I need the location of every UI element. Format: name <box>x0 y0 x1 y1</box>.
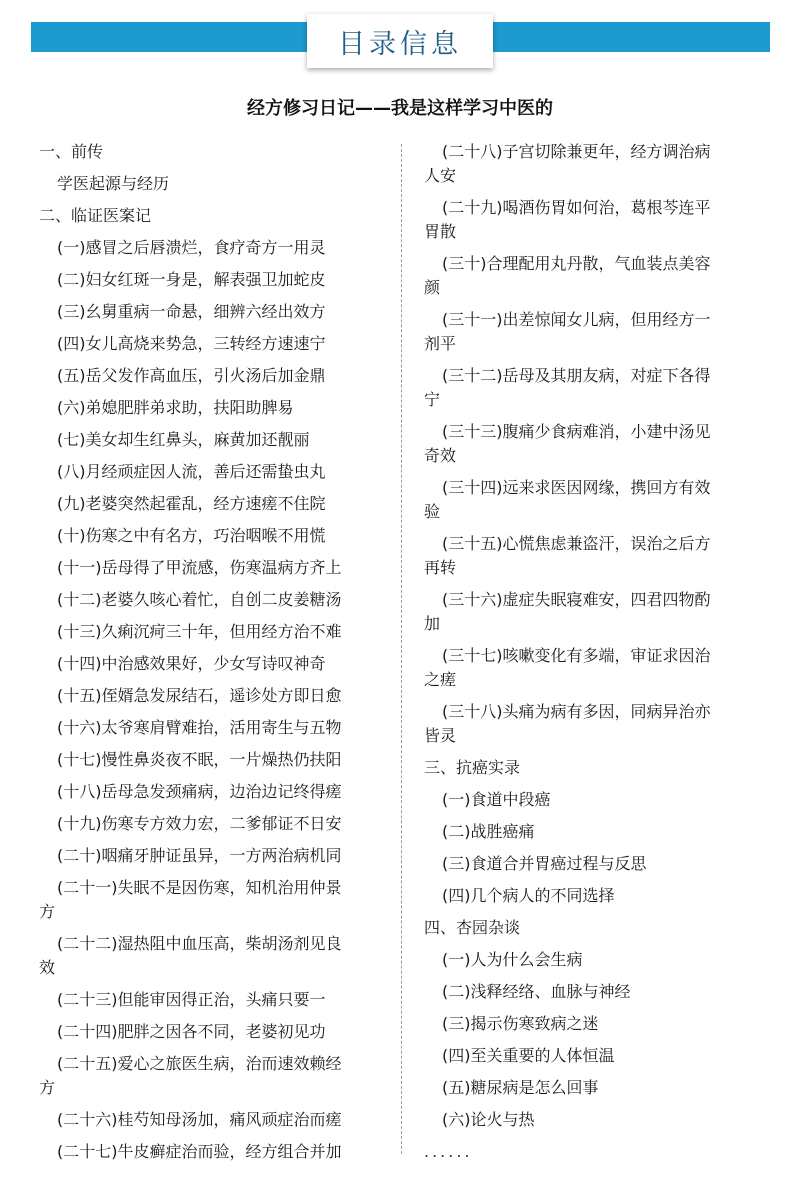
toc-item-text-continued: 验 <box>424 502 441 521</box>
toc-item: (二十七)牛皮癣症治而验，经方组合并加 <box>57 1142 342 1161</box>
toc-item-text-continued: 奇效 <box>424 446 457 465</box>
toc-item: (七)美女却生红鼻头，麻黄加还靓丽 <box>57 430 310 449</box>
toc-item: (三)幺舅重病一命悬，细辨六经出效方 <box>57 302 326 321</box>
header-banner-box <box>307 14 493 68</box>
toc-item-text: (三十六)虚症失眠寝难安，四君四物酌 <box>442 590 711 609</box>
toc-item: (十七)慢性鼻炎夜不眠，一片燥热仍扶阳 <box>57 750 342 769</box>
toc-item: (一)食道中段癌 <box>442 790 551 809</box>
toc-item: (十二)老婆久咳心着忙，自创二皮姜糖汤 <box>57 590 342 609</box>
toc-item <box>424 476 754 524</box>
toc-item-text: (三十四)远来求医因网缘，携回方有效 <box>442 478 711 497</box>
toc-item: (二十)咽痛牙肿证虽异，一方两治病机同 <box>57 846 342 865</box>
toc-item: (十四)中治感效果好，少女写诗叹神奇 <box>57 654 326 673</box>
toc-item: (一)感冒之后唇溃烂，食疗奇方一用灵 <box>57 238 326 257</box>
toc-item <box>424 140 754 188</box>
toc-item-text: (二十二)湿热阻中血压高，柴胡汤剂见良 <box>57 934 342 953</box>
toc-item <box>424 644 754 692</box>
toc-item <box>424 308 754 356</box>
toc-item: (十一)岳母得了甲流感，伤寒温病方齐上 <box>57 558 342 577</box>
toc-item-text: (三十一)出差惊闻女儿病，但用经方一 <box>442 310 711 329</box>
toc-item: 学医起源与经历 <box>57 174 170 193</box>
toc-ellipsis: ...... <box>424 1142 473 1161</box>
toc-item-text: (三十三)腹痛少食病难消，小建中汤见 <box>442 422 711 441</box>
toc-item: (二十六)桂芍知母汤加，痛风顽症治而瘥 <box>57 1110 342 1129</box>
toc-item: (二十四)肥胖之因各不同，老婆初见功 <box>57 1022 326 1041</box>
toc-item: (二)妇女红斑一身是，解表强卫加蛇皮 <box>57 270 326 289</box>
toc-item-text: (二十一)失眠不是因伤寒，知机治用仲景 <box>57 878 342 897</box>
toc-item-text-continued: 再转 <box>424 558 457 577</box>
toc-section-heading: 四、杏园杂谈 <box>424 918 521 937</box>
toc-item-text: (三十五)心慌焦虑兼盗汗，误治之后方 <box>442 534 711 553</box>
toc-item-text: (二十五)爱心之旅医生病，治而速效赖经 <box>57 1054 342 1073</box>
toc-item-text-continued: 剂平 <box>424 334 457 353</box>
toc-item: (二)战胜癌痛 <box>442 822 535 841</box>
toc-item <box>424 588 754 636</box>
toc-item: (六)弟媳肥胖弟求助，扶阳助脾易 <box>57 398 294 417</box>
toc-item: (二十三)但能审因得正治，头痛只要一 <box>57 990 326 1009</box>
toc-item: (三)食道合并胃癌过程与反思 <box>442 854 647 873</box>
toc-item: (十八)岳母急发颈痛病，边治边记终得瘥 <box>57 782 342 801</box>
toc-section-heading: 一、前传 <box>39 142 104 161</box>
toc-item-text-continued: 方 <box>39 902 56 921</box>
toc-item: (九)老婆突然起霍乱，经方速瘥不住院 <box>57 494 326 513</box>
toc-item-text-continued: 效 <box>39 958 56 977</box>
book-title: 经方修习日记——我是这样学习中医的 <box>247 98 553 119</box>
toc-item: (四)至关重要的人体恒温 <box>442 1046 615 1065</box>
toc-item <box>39 876 387 924</box>
toc-item <box>424 364 754 412</box>
toc-item: (五)岳父发作高血压，引火汤后加金鼎 <box>57 366 326 385</box>
toc-item <box>39 1052 387 1100</box>
toc-item: (一)人为什么会生病 <box>442 950 583 969</box>
toc-item-text: (三十)合理配用丸丹散，气血装点美容 <box>442 254 711 273</box>
toc-left-column <box>39 140 387 1172</box>
toc-item-text-continued: 加 <box>424 614 441 633</box>
toc-item: (十九)伤寒专方效力宏，二爹郁证不日安 <box>57 814 342 833</box>
toc-item-text-continued: 之瘥 <box>424 670 457 689</box>
toc-item <box>424 252 754 300</box>
toc-item: (二)浅释经络、血脉与神经 <box>442 982 631 1001</box>
toc-item-text: (二十九)喝酒伤胃如何治，葛根芩连平 <box>442 198 711 217</box>
toc-item <box>39 932 387 980</box>
toc-item: (十六)太爷寒肩臂难抬，活用寄生与五物 <box>57 718 342 737</box>
toc-item-text: (三十八)头痛为病有多因，同病异治亦 <box>442 702 711 721</box>
banner-title: 目录信息 <box>338 28 462 60</box>
toc-item: (十五)侄婿急发尿结石，遥诊处方即日愈 <box>57 686 342 705</box>
toc-item: (十三)久痢沉疴三十年，但用经方治不难 <box>57 622 342 641</box>
toc-item-text: (二十八)子宫切除兼更年，经方调治病 <box>442 142 711 161</box>
toc-item: (六)论火与热 <box>442 1110 535 1129</box>
toc-item <box>424 532 754 580</box>
toc-item-text: (三十二)岳母及其朋友病，对症下各得 <box>442 366 711 385</box>
toc-item <box>424 196 754 244</box>
toc-item-text-continued: 颜 <box>424 278 441 297</box>
toc-item-text-continued: 宁 <box>424 390 441 409</box>
toc-right-column <box>424 140 754 1164</box>
toc-section-heading: 三、抗癌实录 <box>424 758 521 777</box>
toc-item: (四)几个病人的不同选择 <box>442 886 615 905</box>
toc-item-text-continued: 人安 <box>424 166 457 185</box>
toc-item-text-continued: 方 <box>39 1078 56 1097</box>
toc-item: (八)月经顽症因人流，善后还需蛰虫丸 <box>57 462 326 481</box>
toc-item: (四)女儿高烧来势急，三转经方速速宁 <box>57 334 326 353</box>
toc-item: (十)伤寒之中有名方，巧治咽喉不用慌 <box>57 526 326 545</box>
toc-item-text: (三十七)咳嗽变化有多端，审证求因治 <box>442 646 711 665</box>
toc-item-text-continued: 胃散 <box>424 222 457 241</box>
toc-item <box>424 420 754 468</box>
toc-item: (五)糖尿病是怎么回事 <box>442 1078 599 1097</box>
column-divider <box>401 144 402 1154</box>
toc-item: (三)揭示伤寒致病之迷 <box>442 1014 599 1033</box>
toc-item-text-continued: 皆灵 <box>424 726 457 745</box>
toc-section-heading: 二、临证医案记 <box>39 206 152 225</box>
toc-item <box>424 700 754 748</box>
